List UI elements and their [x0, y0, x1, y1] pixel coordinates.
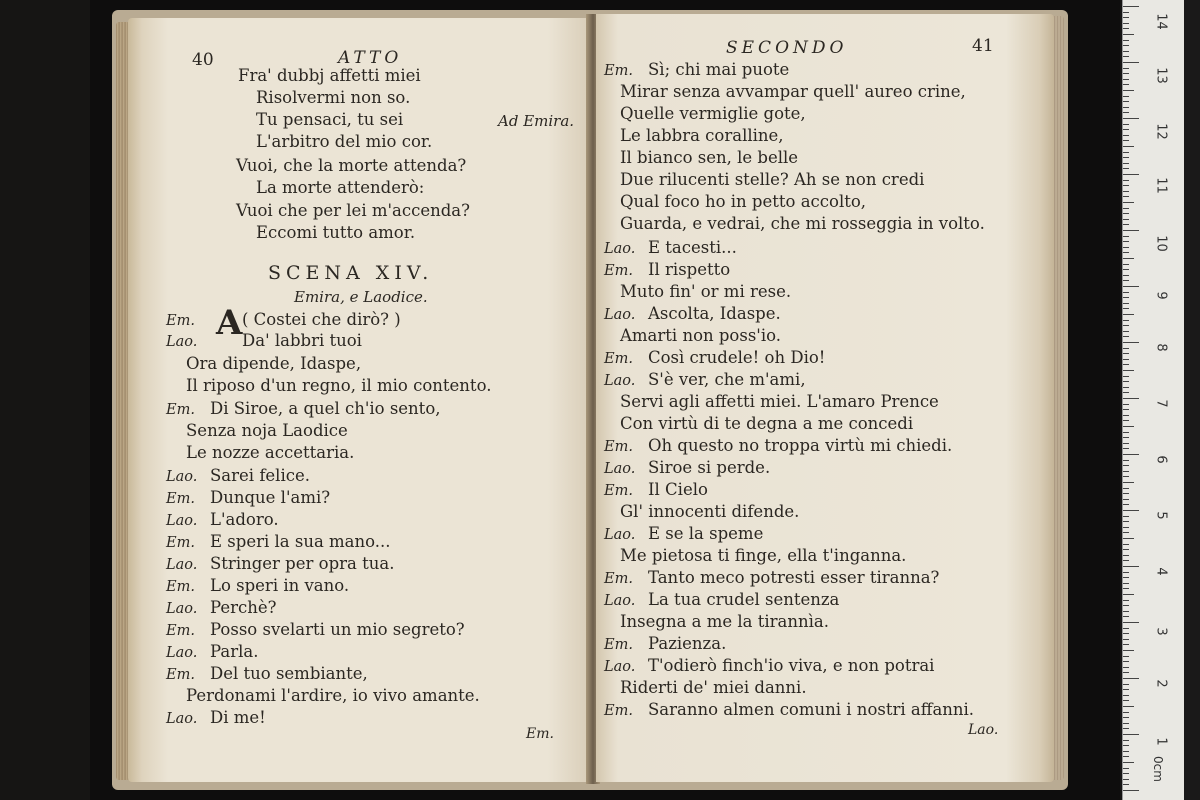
ruler-tick	[1123, 768, 1129, 769]
dialogue-line: Qual foco ho in petto accolto,	[620, 192, 867, 211]
ruler-tick	[1123, 756, 1129, 757]
left-page-number: 40	[192, 50, 214, 70]
dialogue-line: Em. ( Costei che dirò? )	[166, 310, 401, 329]
verse-line: Vuoi, che la morte attenda?	[236, 156, 467, 175]
ruler-tick	[1123, 639, 1129, 640]
dialogue-line: Em. Sì; chi mai puote	[604, 60, 790, 79]
ruler-tick	[1123, 695, 1129, 696]
ruler-tick	[1123, 611, 1129, 612]
ruler-tick	[1123, 269, 1129, 270]
ruler-tick	[1123, 387, 1129, 388]
dialogue-line: Amarti non poss'io.	[620, 326, 782, 345]
dialogue-line: Em. Il Cielo	[604, 480, 708, 499]
ruler-tick	[1123, 247, 1129, 248]
ruler-tick	[1123, 420, 1129, 421]
dialogue-line: Lao. T'odierò finch'io viva, e non potrai	[604, 656, 935, 675]
ruler-tick	[1123, 34, 1134, 35]
dialogue-line: Quelle vermiglie gote,	[620, 104, 806, 123]
ruler-tick	[1123, 359, 1129, 360]
ruler-tick	[1123, 73, 1129, 74]
ruler-tick	[1123, 84, 1129, 85]
ruler-tick	[1123, 706, 1134, 707]
ruler-tick	[1123, 101, 1129, 102]
ruler-number: 6	[1153, 455, 1169, 464]
ruler-tick	[1123, 286, 1139, 287]
dialogue-line: Em. Del tuo sembiante,	[166, 664, 368, 683]
ruler-tick	[1123, 152, 1129, 153]
ruler-tick	[1123, 180, 1129, 181]
ruler-tick	[1123, 124, 1129, 125]
ruler-tick	[1123, 594, 1134, 595]
ruler-tick	[1123, 208, 1129, 209]
ruler-number: 1	[1153, 737, 1169, 746]
ruler-tick	[1123, 723, 1129, 724]
ruler-tick	[1123, 717, 1129, 718]
ruler-tick	[1123, 482, 1134, 483]
ruler-tick	[1123, 45, 1129, 46]
ruler-tick	[1123, 325, 1129, 326]
ruler-number: 2	[1153, 679, 1169, 688]
ruler-number: 14	[1153, 13, 1169, 30]
dialogue-line: Due rilucenti stelle? Ah se non credi	[620, 170, 925, 189]
ruler-tick	[1123, 471, 1129, 472]
ruler-number: 11	[1153, 177, 1169, 194]
ruler-tick	[1123, 684, 1129, 685]
ruler-tick	[1123, 112, 1129, 113]
ruler-tick	[1123, 185, 1129, 186]
ruler-tick	[1123, 51, 1129, 52]
ruler-tick	[1123, 577, 1129, 578]
ruler-number: 4	[1153, 567, 1169, 576]
dialogue-line: Le nozze accettaria.	[186, 443, 355, 462]
ruler-tick	[1123, 689, 1129, 690]
ruler-tick	[1123, 409, 1129, 410]
dialogue-line: Em. Lo speri in vano.	[166, 576, 350, 595]
ruler-tick	[1123, 308, 1129, 309]
ruler-tick	[1123, 432, 1129, 433]
ruler-tick	[1123, 628, 1129, 629]
ruler-tick	[1123, 650, 1134, 651]
ruler-tick	[1123, 583, 1129, 584]
ruler-tick	[1123, 219, 1129, 220]
ruler-tick	[1123, 549, 1129, 550]
ruler-tick	[1123, 107, 1129, 108]
ruler-tick	[1123, 532, 1129, 533]
dialogue-line: Lao. La tua crudel sentenza	[604, 590, 840, 609]
right-page-number: 41	[972, 36, 994, 56]
ruler-tick	[1123, 740, 1129, 741]
ruler-tick	[1123, 79, 1129, 80]
ruler-tick	[1123, 68, 1129, 69]
scene-characters: Emira, e Laodice.	[294, 288, 428, 306]
scene-title: SCENA XIV.	[268, 262, 434, 284]
stage-direction: Ad Emira.	[498, 112, 575, 130]
verse-line: Vuoi che per lei m'accenda?	[236, 201, 470, 220]
ruler-tick	[1123, 465, 1129, 466]
dialogue-line: Em. Tanto meco potresti esser tiranna?	[604, 568, 940, 587]
dialogue-line: Perdonami l'ardire, io vivo amante.	[186, 686, 480, 705]
ruler-tick	[1123, 17, 1129, 18]
dialogue-line: Lao. Sarei felice.	[166, 466, 310, 485]
ruler-tick	[1123, 644, 1129, 645]
ruler-tick	[1123, 224, 1129, 225]
ruler-tick	[1123, 258, 1134, 259]
ruler-tick	[1123, 320, 1129, 321]
ruler-tick	[1123, 633, 1129, 634]
ruler-tick	[1123, 437, 1129, 438]
right-running-head: SECONDO	[726, 38, 848, 58]
dialogue-line: Muto fin' or mi rese.	[620, 282, 792, 301]
ruler-tick	[1123, 129, 1129, 130]
ruler-tick	[1123, 538, 1134, 539]
ruler-tick	[1123, 751, 1129, 752]
ruler-tick	[1123, 213, 1129, 214]
ruler-number: 5	[1153, 511, 1169, 520]
ruler-tick	[1123, 12, 1129, 13]
dialogue-line: Lao. Stringer per opra tua.	[166, 554, 395, 573]
ruler-tick	[1123, 454, 1139, 455]
ruler-tick	[1123, 600, 1129, 601]
dialogue-line: Lao. E tacesti...	[604, 238, 737, 257]
ruler-tick	[1123, 566, 1139, 567]
dialogue-line: Lao. L'adoro.	[166, 510, 279, 529]
verse-line: Risolvermi non so.	[256, 88, 411, 107]
ruler-tick	[1123, 712, 1129, 713]
ruler-tick	[1123, 364, 1129, 365]
ruler-unit: 0cm	[1150, 756, 1165, 782]
verse-line: L'arbitro del mio cor.	[256, 132, 433, 151]
ruler-tick	[1123, 280, 1129, 281]
ruler-tick	[1123, 353, 1129, 354]
right-page	[596, 14, 1054, 782]
ruler-tick	[1123, 605, 1129, 606]
ruler-tick	[1123, 6, 1139, 7]
dialogue-line: Em. Di Siroe, a quel ch'io sento,	[166, 399, 441, 418]
dialogue-line: Em. Saranno almen comuni i nostri affanni.	[604, 700, 975, 719]
ruler-tick	[1123, 135, 1129, 136]
drop-cap: A	[216, 303, 243, 343]
ruler-tick	[1123, 745, 1129, 746]
ruler-number: 7	[1153, 399, 1169, 408]
ruler-tick	[1123, 700, 1129, 701]
ruler-tick	[1123, 734, 1139, 735]
dialogue-line: Em. Oh questo no troppa virtù mi chiedi.	[604, 436, 953, 455]
dialogue-line: Lao. Perchè?	[166, 598, 277, 617]
ruler-tick	[1123, 398, 1139, 399]
ruler-tick	[1123, 678, 1139, 679]
ruler-tick	[1123, 560, 1129, 561]
ruler-tick	[1123, 527, 1129, 528]
dialogue-line: Gl' innocenti difende.	[620, 502, 800, 521]
ruler-tick	[1123, 56, 1129, 57]
ruler-tick	[1123, 762, 1134, 763]
ruler-tick	[1123, 544, 1129, 545]
ruler-number: 13	[1153, 67, 1169, 84]
ruler-tick	[1123, 773, 1129, 774]
ruler-tick	[1123, 292, 1129, 293]
dialogue-line: Lao. S'è ver, che m'ami,	[604, 370, 806, 389]
ruler-tick	[1123, 381, 1129, 382]
ruler-tick	[1123, 728, 1129, 729]
ruler-tick	[1123, 392, 1129, 393]
ruler-tick	[1123, 404, 1129, 405]
ruler-tick	[1123, 656, 1129, 657]
dialogue-line: Lao. Ascolta, Idaspe.	[604, 304, 781, 323]
dialogue-line: Lao. Di me!	[166, 708, 266, 727]
ruler-tick	[1123, 376, 1129, 377]
ruler-tick	[1123, 370, 1134, 371]
ruler-tick	[1123, 191, 1129, 192]
dialogue-line: Em. E speri la sua mano...	[166, 532, 391, 551]
ruler-tick	[1123, 667, 1129, 668]
ruler-tick	[1123, 588, 1129, 589]
ruler-tick	[1123, 784, 1129, 785]
ruler-tick	[1123, 297, 1129, 298]
ruler-tick	[1123, 476, 1129, 477]
ruler-tick	[1123, 790, 1139, 791]
verse-line: La morte attenderò:	[256, 178, 425, 197]
verse-line: Tu pensaci, tu sei	[256, 110, 404, 129]
dialogue-line: Em. Così crudele! oh Dio!	[604, 348, 826, 367]
ruler-tick	[1123, 331, 1129, 332]
ruler-tick	[1123, 488, 1129, 489]
dialogue-line: Lao. Da' labbri tuoi	[166, 331, 362, 350]
dialogue-line: Em. Posso svelarti un mio segreto?	[166, 620, 465, 639]
ruler-tick	[1123, 493, 1129, 494]
ruler-tick	[1123, 672, 1129, 673]
ruler-number: 12	[1153, 123, 1169, 140]
ruler-tick	[1123, 342, 1139, 343]
dialogue-line: Ora dipende, Idaspe,	[186, 354, 362, 373]
ruler-tick	[1123, 521, 1129, 522]
ruler-tick	[1123, 264, 1129, 265]
ruler-tick	[1123, 241, 1129, 242]
ruler-tick	[1123, 348, 1129, 349]
ruler-tick	[1123, 90, 1134, 91]
ruler-tick	[1123, 504, 1129, 505]
dialogue-line: Con virtù di te degna a me concedi	[620, 414, 914, 433]
ruler-tick	[1123, 196, 1129, 197]
dialogue-line: Senza noja Laodice	[186, 421, 348, 440]
ruler-tick	[1123, 118, 1139, 119]
right-dark-strip	[1184, 0, 1200, 800]
ruler-tick	[1123, 146, 1134, 147]
ruler-tick	[1123, 28, 1129, 29]
dialogue-line: Il riposo d'un regno, il mio contento.	[186, 376, 492, 395]
ruler-number: 9	[1153, 291, 1169, 300]
ruler-tick	[1123, 336, 1129, 337]
ruler-tick	[1123, 448, 1129, 449]
dialogue-line: Riderti de' miei danni.	[620, 678, 807, 697]
ruler-tick	[1123, 96, 1129, 97]
measuring-ruler	[1122, 0, 1185, 800]
dialogue-line: Le labbra coralline,	[620, 126, 784, 145]
left-running-head: ATTO	[338, 48, 403, 68]
dialogue-line: Em. Pazienza.	[604, 634, 727, 653]
ruler-tick	[1123, 236, 1129, 237]
ruler-tick	[1123, 230, 1139, 231]
ruler-tick	[1123, 275, 1129, 276]
catchword: Em.	[526, 726, 554, 742]
ruler-number: 10	[1153, 235, 1169, 252]
ruler-tick	[1123, 460, 1129, 461]
catchword: Lao.	[968, 722, 999, 738]
ruler-tick	[1123, 157, 1129, 158]
ruler-tick	[1123, 443, 1129, 444]
ruler-tick	[1123, 616, 1129, 617]
ruler-tick	[1123, 40, 1129, 41]
dialogue-line: Em. Il rispetto	[604, 260, 731, 279]
ruler-number: 3	[1153, 627, 1169, 636]
ruler-number: 8	[1153, 343, 1169, 352]
ruler-tick	[1123, 572, 1129, 573]
dialogue-line: Mirar senza avvampar quell' aureo crine,	[620, 82, 966, 101]
ruler-tick	[1123, 163, 1129, 164]
ruler-tick	[1123, 510, 1139, 511]
ruler-tick	[1123, 415, 1129, 416]
ruler-tick	[1123, 516, 1129, 517]
ruler-tick	[1123, 779, 1129, 780]
dialogue-line: Em. Dunque l'ami?	[166, 488, 331, 507]
dialogue-line: Insegna a me la tirannìa.	[620, 612, 829, 631]
ruler-tick	[1123, 555, 1129, 556]
dialogue-line: Lao. Siroe si perde.	[604, 458, 771, 477]
ruler-tick	[1123, 314, 1134, 315]
ruler-tick	[1123, 303, 1129, 304]
ruler-tick	[1123, 168, 1129, 169]
ruler-tick	[1123, 202, 1134, 203]
verse-line: Eccomi tutto amor.	[256, 223, 416, 242]
ruler-tick	[1123, 622, 1139, 623]
ruler-tick	[1123, 252, 1129, 253]
dialogue-line: Me pietosa ti finge, ella t'inganna.	[620, 546, 907, 565]
ruler-tick	[1123, 426, 1134, 427]
ruler-tick	[1123, 140, 1129, 141]
ruler-tick	[1123, 661, 1129, 662]
ruler-tick	[1123, 174, 1139, 175]
ruler-tick	[1123, 23, 1129, 24]
ruler-tick	[1123, 62, 1139, 63]
ruler-tick	[1123, 499, 1129, 500]
dialogue-line: Lao. Parla.	[166, 642, 259, 661]
dialogue-line: Servi agli affetti miei. L'amaro Prence	[620, 392, 939, 411]
left-page	[128, 18, 592, 782]
dialogue-line: Il bianco sen, le belle	[620, 148, 799, 167]
dialogue-line: Guarda, e vedrai, che mi rosseggia in volto.	[620, 214, 985, 233]
dialogue-line: Lao. E se la speme	[604, 524, 764, 543]
verse-line: Fra' dubbj affetti miei	[238, 66, 421, 85]
